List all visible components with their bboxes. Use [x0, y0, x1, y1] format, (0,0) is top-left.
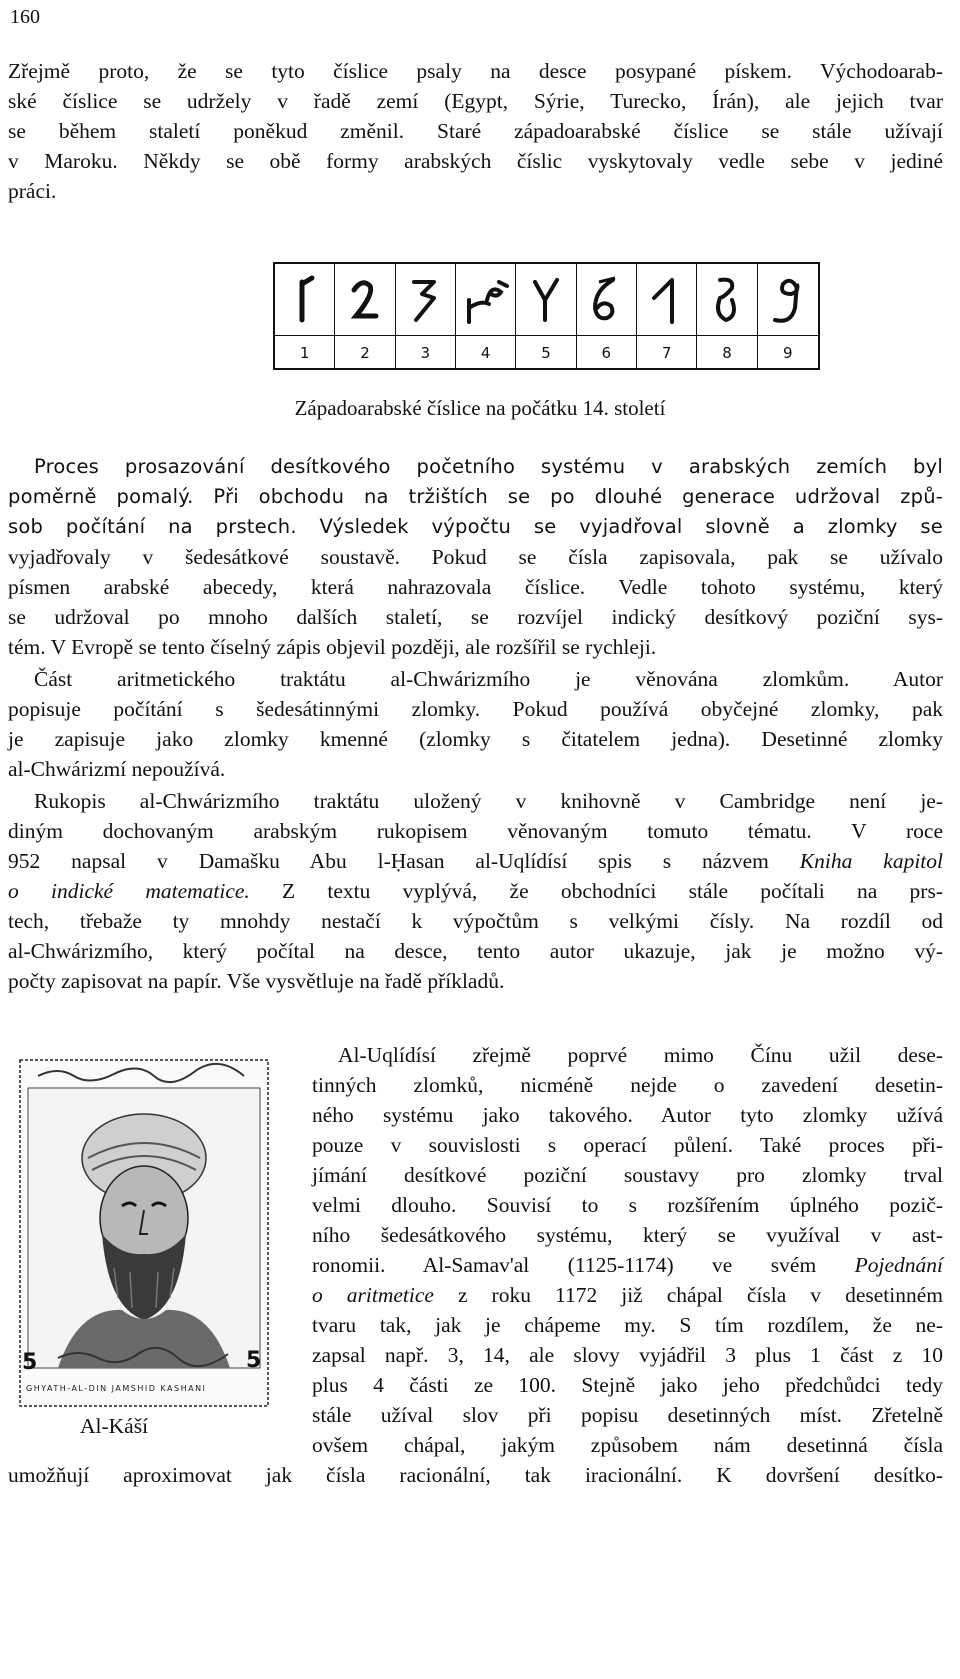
numeral-glyph-2	[335, 264, 395, 336]
text-line: vyjadřovaly v šedesátkové soustavě. Pokud se čísla zapisovala, pak se užívalo	[8, 545, 943, 569]
text-line: al-Chwárizmího, který počítal na desce, tento autor ukazuje, jak je možno vý-	[8, 939, 943, 963]
figure-caption: Západoarabské číslice na počátku 14. století	[294, 396, 666, 420]
text-line: Zřejmě proto, že se tyto číslice psaly na desce posypané pískem. Východoarab-	[8, 59, 943, 83]
book-title: Kniha kapitol	[799, 849, 943, 873]
numeral-glyph-9	[758, 264, 818, 336]
numeral-glyph-3	[396, 264, 456, 336]
text-line: tvaru tak, jak je chápeme my. S tím rozdílem, že ne-	[312, 1313, 943, 1337]
text-line: Proces prosazování desítkového početního systému v arabských zemích byl	[34, 455, 943, 478]
text-line: poměrně pomalý. Při obchodu na tržištích se po dlouhé generace udržoval způ-	[8, 485, 943, 508]
numeral-label: 8	[697, 336, 757, 370]
stamp-caption: Al-Káší	[80, 1414, 149, 1438]
text-line: ské číslice se udržely v řadě zemí (Egypt, Sýrie, Turecko, Írán), ale jejich tvar	[8, 89, 943, 113]
stamp-inscription: GHYATH-AL-DIN JAMSHID KASHANI	[26, 1384, 207, 1393]
text-line: sob počítání na prstech. Výsledek výpočtu se vyjadřoval slovně a zlomky se	[8, 515, 943, 538]
numeral-glyph-1	[275, 264, 335, 336]
text-line: Al-Uqlídísí zřejmě poprvé mimo Čínu užil dese-	[338, 1043, 943, 1067]
text-line: tech, třebaže ty mnohdy nestačí k výpočtům s velkými čísly. Na rozdíl od	[8, 909, 943, 933]
numeral-glyph-8	[697, 264, 757, 336]
numeral-glyph-6	[577, 264, 637, 336]
text-line: popisuje počítání s šedesátinnými zlomky. Pokud používá obyčejné zlomky, pak	[8, 697, 943, 721]
text-line: o aritmetice z roku 1172 již chápal čísla v desetinném	[312, 1283, 943, 1307]
text-line: se udržoval po mnoho dalších staletí, se rozvíjel indický desítkový poziční sys-	[8, 605, 943, 629]
text-line: počty zapisovat na papír. Vše vysvětluje na řadě příkladů.	[8, 969, 505, 993]
numeral-label: 4	[456, 336, 516, 370]
text-line: pouze v souvislosti s operací půlení. Také proces při-	[312, 1133, 943, 1157]
numeral-label: 3	[396, 336, 456, 370]
numeral-glyph-7	[637, 264, 697, 336]
text-line: Rukopis al-Chwárizmího traktátu uložený v knihovně v Cambridge není je-	[34, 789, 943, 813]
text-line: písmen arabské abecedy, která nahrazovala číslice. Vedle tohoto systému, který	[8, 575, 943, 599]
west-arabic-numerals-table	[273, 262, 820, 370]
text-line: tém. V Evropě se tento číselný zápis objevil později, ale rozšířil se rychleji.	[8, 635, 657, 659]
text-line: stále užíval slov při popisu desetinných míst. Zřetelně	[312, 1403, 943, 1427]
text-line: ovšem chápal, jakým způsobem nám desetinná čísla	[312, 1433, 943, 1457]
text-line: ronomii. Al-Samav'al (1125-1174) ve svém Pojednání	[312, 1253, 943, 1277]
numeral-label: 5	[516, 336, 576, 370]
book-title: Pojednání	[854, 1253, 943, 1277]
numeral-label: 2	[335, 336, 395, 370]
numeral-label: 9	[783, 344, 793, 362]
stamp-value-right: 5	[246, 1348, 262, 1373]
text-line: al-Chwárizmí nepoužívá.	[8, 757, 226, 781]
numeral-label: 1	[275, 336, 335, 370]
text-line: práci.	[8, 179, 57, 203]
text-line: velmi dlouho. Souvisí to s rozšířením úplného pozič-	[312, 1193, 943, 1217]
numeral-glyph-5	[516, 264, 576, 336]
text-line: plus 4 části ze 100. Stejně jako jeho předchůdci tedy	[312, 1373, 943, 1397]
numeral-label: 6	[577, 336, 637, 370]
numeral-glyph-4	[456, 264, 516, 336]
book-title: o indické matematice.	[8, 879, 250, 903]
stamp-value-left: 5	[22, 1350, 38, 1375]
text-line: umožňují aproximovat jak čísla racionální, tak iracionální. K dovršení desítko-	[8, 1463, 943, 1487]
text-line: zapsal např. 3, 14, ale slovy vyjádřil 3 plus 1 část z 10	[312, 1343, 943, 1367]
text-line: tinných zlomků, nicméně nejde o zavedení desetin-	[312, 1073, 943, 1097]
text-line: diným dochovaným arabským rukopisem věnovaným tomuto tématu. V roce	[8, 819, 943, 843]
page-number: 160	[10, 6, 40, 28]
text-line: ného systému jako takového. Autor tyto zlomky užívá	[312, 1103, 943, 1127]
text-line: ního šedesátkového systému, který se využíval v ast-	[312, 1223, 943, 1247]
al-kashi-stamp-image	[18, 1058, 270, 1410]
text-line: je zapisuje jako zlomky kmenné (zlomky s čitatelem jedna). Desetinné zlomky	[8, 727, 943, 751]
text-line: Část aritmetického traktátu al-Chwárizmího je věnována zlomkům. Autor	[34, 667, 943, 691]
text-line: v Maroku. Někdy se obě formy arabských číslic vyskytovaly vedle sebe v jediné	[8, 149, 943, 173]
text-line: o indické matematice. Z textu vyplývá, že obchodníci stále počítali na prs-	[8, 879, 943, 903]
book-title: o aritmetice	[312, 1283, 434, 1307]
numeral-label: 7	[637, 336, 697, 370]
text-line: se během staletí poněkud změnil. Staré západoarabské číslice se stále užívají	[8, 119, 943, 143]
text-line: 952 napsal v Damašku Abu l-Ḥasan al-Uqlídísí spis s názvem Kniha kapitol	[8, 849, 943, 873]
text-line: jímání desítkové poziční soustavy pro zlomky trval	[312, 1163, 943, 1187]
